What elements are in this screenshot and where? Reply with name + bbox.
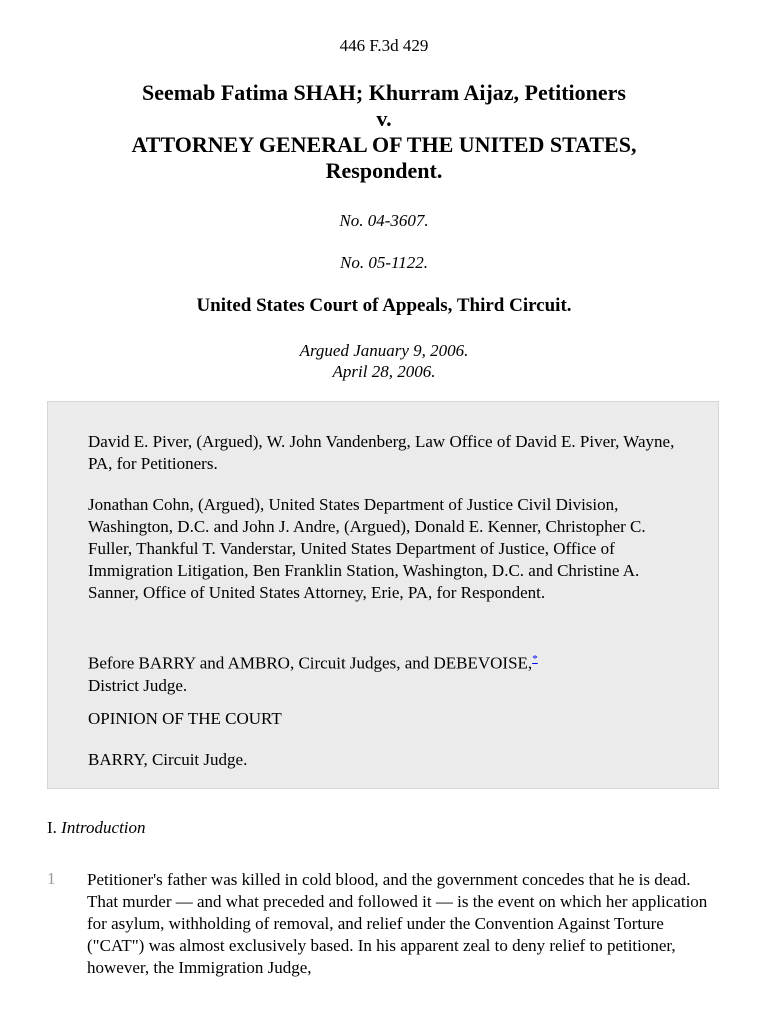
docket-number: No. 04-3607.	[339, 211, 429, 230]
panel-suffix: District Judge.	[88, 675, 188, 695]
opinion-heading: OPINION OF THE COURT	[88, 709, 282, 728]
caption-respondent-label: Respondent.	[325, 158, 443, 183]
section-title: Introduction	[61, 818, 146, 837]
panel-line	[88, 647, 678, 697]
counsel-box	[47, 401, 719, 789]
caption-versus: v.	[376, 106, 392, 131]
section-heading	[47, 818, 146, 838]
footnote-link[interactable]: *	[532, 653, 538, 665]
opinion-author: BARRY, Circuit Judge.	[88, 750, 248, 769]
court-name: United States Court of Appeals, Third Circuit.	[196, 295, 572, 316]
case-dates	[0, 340, 768, 382]
case-caption	[0, 80, 768, 184]
respondent-counsel: Jonathan Cohn, (Argued), United States Department of Justice Civil Division, Washington, D.C. and John J. Andre, (Argued), Donald E. Kenner, Christopher C. Fuller, Thankful T. Vanderstar, United States Department of Justice, Office of Immigration Litigation, Ben Franklin Station, Washington, D.C. and Christine A. Sanner, Office of United States Attorney, Erie, PA, for Respondent.	[88, 495, 646, 602]
paragraph-text: Petitioner's father was killed in cold blood, and the government concedes that he is dead. That murder — and what preceded and followed it — is the event on which her application for asylum, withholding of removal, and relief under the Convention Against Torture ("CAT") was almost exclusively based. In his apparent zeal to deny relief to petitioner, however, the Immigration Judge,	[87, 870, 708, 977]
decided-date: April 28, 2006.	[332, 362, 436, 381]
argued-date: Argued January 9, 2006.	[299, 341, 469, 360]
reporter-citation: 446 F.3d 429	[339, 36, 429, 55]
caption-petitioners: Seemab Fatima SHAH; Khurram Aijaz, Petitioners	[142, 80, 626, 105]
petitioners-counsel: David E. Piver, (Argued), W. John Vandenberg, Law Office of David E. Piver, Wayne, PA, for Petitioners.	[88, 432, 675, 473]
panel-text: Before BARRY and AMBRO, Circuit Judges, and DEBEVOISE,	[88, 653, 533, 673]
docket-number: No. 05-1122.	[340, 253, 428, 272]
caption-respondent-name: ATTORNEY GENERAL OF THE UNITED STATES,	[131, 132, 637, 157]
paragraph-number: 1	[47, 869, 56, 888]
section-number: I.	[47, 818, 57, 837]
